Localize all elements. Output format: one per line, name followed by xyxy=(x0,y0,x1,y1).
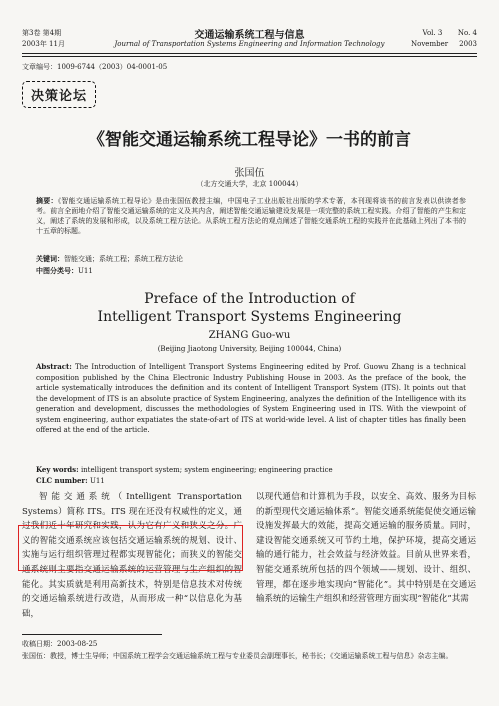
author-cn: 张国伍 xyxy=(234,168,265,179)
keywords-cn: 关键词：智能交通；系统工程；系统工程方法论 xyxy=(36,254,183,263)
issue-info-left: 第3卷 第4期 2003年 11月 xyxy=(22,29,65,48)
body-column-left xyxy=(22,490,242,621)
title-en: Preface of the Introduction of Intelligent Transport Systems Engineering xyxy=(97,291,402,325)
abstract-cn xyxy=(36,196,466,236)
title-cn: 《智能交通运输系统工程导论》一书的前言 xyxy=(88,130,411,150)
column-label: 决策论坛 xyxy=(22,81,96,108)
journal-title-en: Journal of Transportation Systems Engineering and Information Technology xyxy=(114,40,385,48)
paragraph: 智能交通系统（Intelligent Transportation Systems）简称 ITS。ITS 现在还没有权威性的定义，通过我们近十年研究和实践，认为它有广义和狭义之分。广义的智能交通系统应该包括交通运输系统的规划、设计、实施与运行组织管理过程都实现智能化；而狭义的智能交通系统则主要指交通运输系统的运营管理与生产组织的智能化。其实质就是利用高新技术，特别是信息技术对传统的交通运输系统进行改造，从而形成一种“以信息化为基础， xyxy=(22,492,242,619)
clc-cn: 中图分类号：U11 xyxy=(36,266,93,275)
footnote-rule xyxy=(22,634,162,635)
footnote-bio: 张国伍：教授，博士生导师；中国系统工程学会交通运输系统工程与专业委员会副理事长，秘书长；《交通运输系统工程与信息》杂志主编。 xyxy=(22,652,453,660)
affiliation-en: (Beijing Jiaotong University, Beijing 100044, China) xyxy=(157,345,342,353)
author-en: ZHANG Guo-wu xyxy=(208,330,291,341)
paragraph: 以现代通信和计算机为手段，以安全、高效、服务为目标的新型现代交通运输体系”。智能交通系统能促使交通运输设施发挥最大的效能，提高交通运输的服务质量。同时，建设智能交通系统又可节约土地，保护环境，提高交通运输的通行能力，社会效益与经济效益。目前从世界来看，智能交通系统所包括的四个领域——规划、设计、组织、管理，都在逐步地实现向“智能化”。其中特别是在交通运输系统的运输生产组织和经营管理方面实现“智能化”其需 xyxy=(256,492,476,605)
abstract-en xyxy=(36,362,466,436)
keywords-en: Key words: intelligent transport system; system engineering; engineering practice xyxy=(36,465,333,474)
footnote-received: 收稿日期：2003-08-25 xyxy=(22,640,98,648)
running-header xyxy=(0,0,499,60)
affiliation-cn: （北方交通大学，北京 100044） xyxy=(196,180,303,188)
issue-info-right: Vol. 3 No. 4 November 2003 xyxy=(411,29,477,48)
header-rule-thick xyxy=(22,53,477,54)
journal-title-cn: 交通运输系统工程与信息 xyxy=(194,30,305,41)
abstract-cn-text: 《智能交通运输系统工程导论》是由张国伍教授主编，中国电子工业出版社出版的学术专著，本刊现将该书的前言发表以供读者参考。前言全面地介绍了智能交通运输系统的定义及其内含，阐述智能交通运输建设发展是一项完整的系统工程实践。介绍了智能的产生和定义，阐述了系统的发展和形成，以及系统工程方法论。从系统工程方法论的观点阐述了智能交通系统工程的实践并在此基础上列出了本书的十五章的标题。 xyxy=(36,197,466,235)
article-number: 文章编号：1009-6744（2003）04-0001-05 xyxy=(22,63,168,71)
header-rule-thin xyxy=(22,56,477,57)
body-column-right xyxy=(256,490,476,607)
abstract-en-text: The Introduction of Intelligent Transport Systems Engineering edited by Prof. Guowu Zhang is a technical composition published by the China Electronic Industry Publishing House in 2003. As the preface of the book, the article systematically introduces the definition and its content of Intelligent Transport System (ITS). It points out that the development of ITS is an absolute practice of System Engineering, analyzes the definition of the Intelligence with its generation and development, discusses the methodologies of System Engineering used in ITS. With the viewpoint of system engineering, author expatiates the state-of-art of ITS at world-wide level. A list of chapter titles has finally been offered at the end of the article. xyxy=(36,363,466,434)
clc-en: CLC number: U11 xyxy=(36,476,105,485)
abstract-en-label: Abstract: xyxy=(36,362,72,371)
abstract-cn-label: 摘要： xyxy=(36,196,58,205)
